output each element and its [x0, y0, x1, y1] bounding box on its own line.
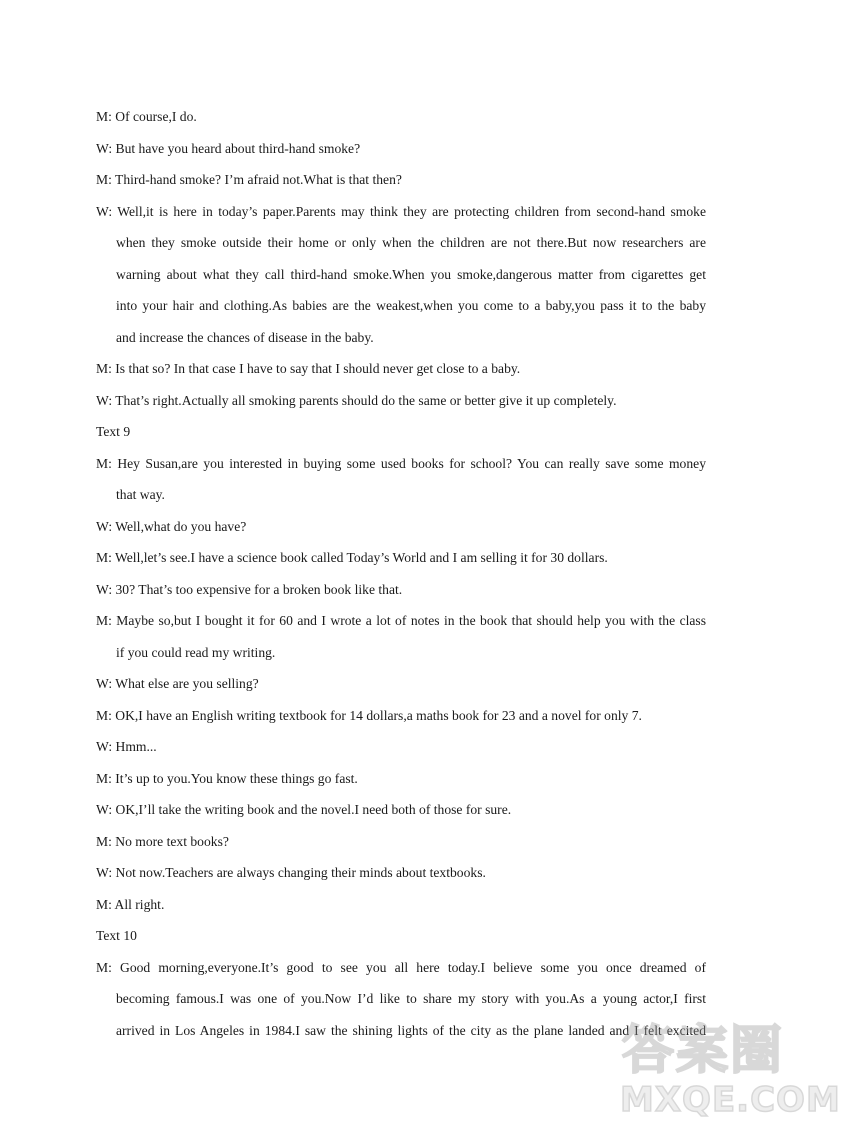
dialogue-line: M: It’s up to you.You know these things go fast.: [96, 770, 358, 786]
dialogue-line: W: OK,I’ll take the writing book and the novel.I need both of those for sure.: [96, 802, 512, 817]
dialogue-line: M: No more text books?: [96, 833, 229, 849]
dialogue-line: M: Well,let’s see.I have a science book called Today’s World and I am selling it for 30 dollars.: [96, 550, 608, 565]
section-heading-text-10: Text 10: [96, 928, 137, 943]
dialogue-line-continued: into your hair and clothing.As babies are the weakest,when you come to a baby,you pass it to the baby: [116, 298, 706, 313]
dialogue-line-continued: arrived in Los Angeles in 1984.I saw the shining lights of the city as the plane landed and I felt excited: [116, 1022, 706, 1038]
dialogue-line: M: Hey Susan,are you interested in buying some used books for school? You can really save some money: [96, 455, 706, 471]
dialogue-line: W: 30? That’s too expensive for a broken book like that.: [96, 581, 403, 597]
dialogue-line: M: Of course,I do.: [96, 109, 197, 124]
watermark-url-text: MXQE.COM: [620, 1080, 841, 1120]
dialogue-line: W: What else are you selling?: [96, 676, 259, 691]
dialogue-line: W: Hmm...: [96, 739, 157, 754]
dialogue-line-continued: warning about what they call third-hand smoke.When you smoke,dangerous matter from cigarettes get: [116, 266, 706, 282]
dialogue-line: M: Third-hand smoke? I’m afraid not.What is that then?: [96, 172, 402, 187]
dialogue-line: W: Well,what do you have?: [96, 518, 247, 534]
dialogue-line-continued: if you could read my writing.: [116, 644, 276, 660]
dialogue-line: M: Is that so? In that case I have to say that I should never get close to a baby.: [96, 361, 521, 376]
dialogue-line: M: Good morning,everyone.It’s good to see you all here today.I believe some you once dreamed of: [96, 959, 706, 975]
dialogue-line: M: All right.: [96, 896, 165, 912]
dialogue-line-continued: that way.: [116, 487, 165, 502]
watermark-logo: [590, 1008, 841, 1126]
dialogue-line: W: Not now.Teachers are always changing their minds about textbooks.: [96, 865, 486, 880]
dialogue-line: M: OK,I have an English writing textbook for 14 dollars,a maths book for 23 and a novel for only 7.: [96, 707, 642, 723]
dialogue-line-continued: when they smoke outside their home or only when the children are not there.But now researchers are: [116, 235, 706, 250]
dialogue-line: M: Maybe so,but I bought it for 60 and I wrote a lot of notes in the book that should help you with the class: [96, 613, 706, 628]
dialogue-line-continued: and increase the chances of disease in the baby.: [116, 329, 374, 345]
watermark-cn-text: 答案圈: [622, 1021, 785, 1081]
section-heading-text-9: Text 9: [96, 424, 131, 439]
dialogue-line: W: That’s right.Actually all smoking parents should do the same or better give it up completely.: [96, 392, 617, 408]
dialogue-line-continued: becoming famous.I was one of you.Now I’d like to share my story with you.As a young actor,I first: [116, 991, 706, 1006]
dialogue-line: W: But have you heard about third-hand smoke?: [96, 140, 361, 156]
dialogue-line: W: Well,it is here in today’s paper.Parents may think they are protecting children from second-hand smoke: [96, 203, 706, 219]
document-body: [96, 101, 706, 1046]
